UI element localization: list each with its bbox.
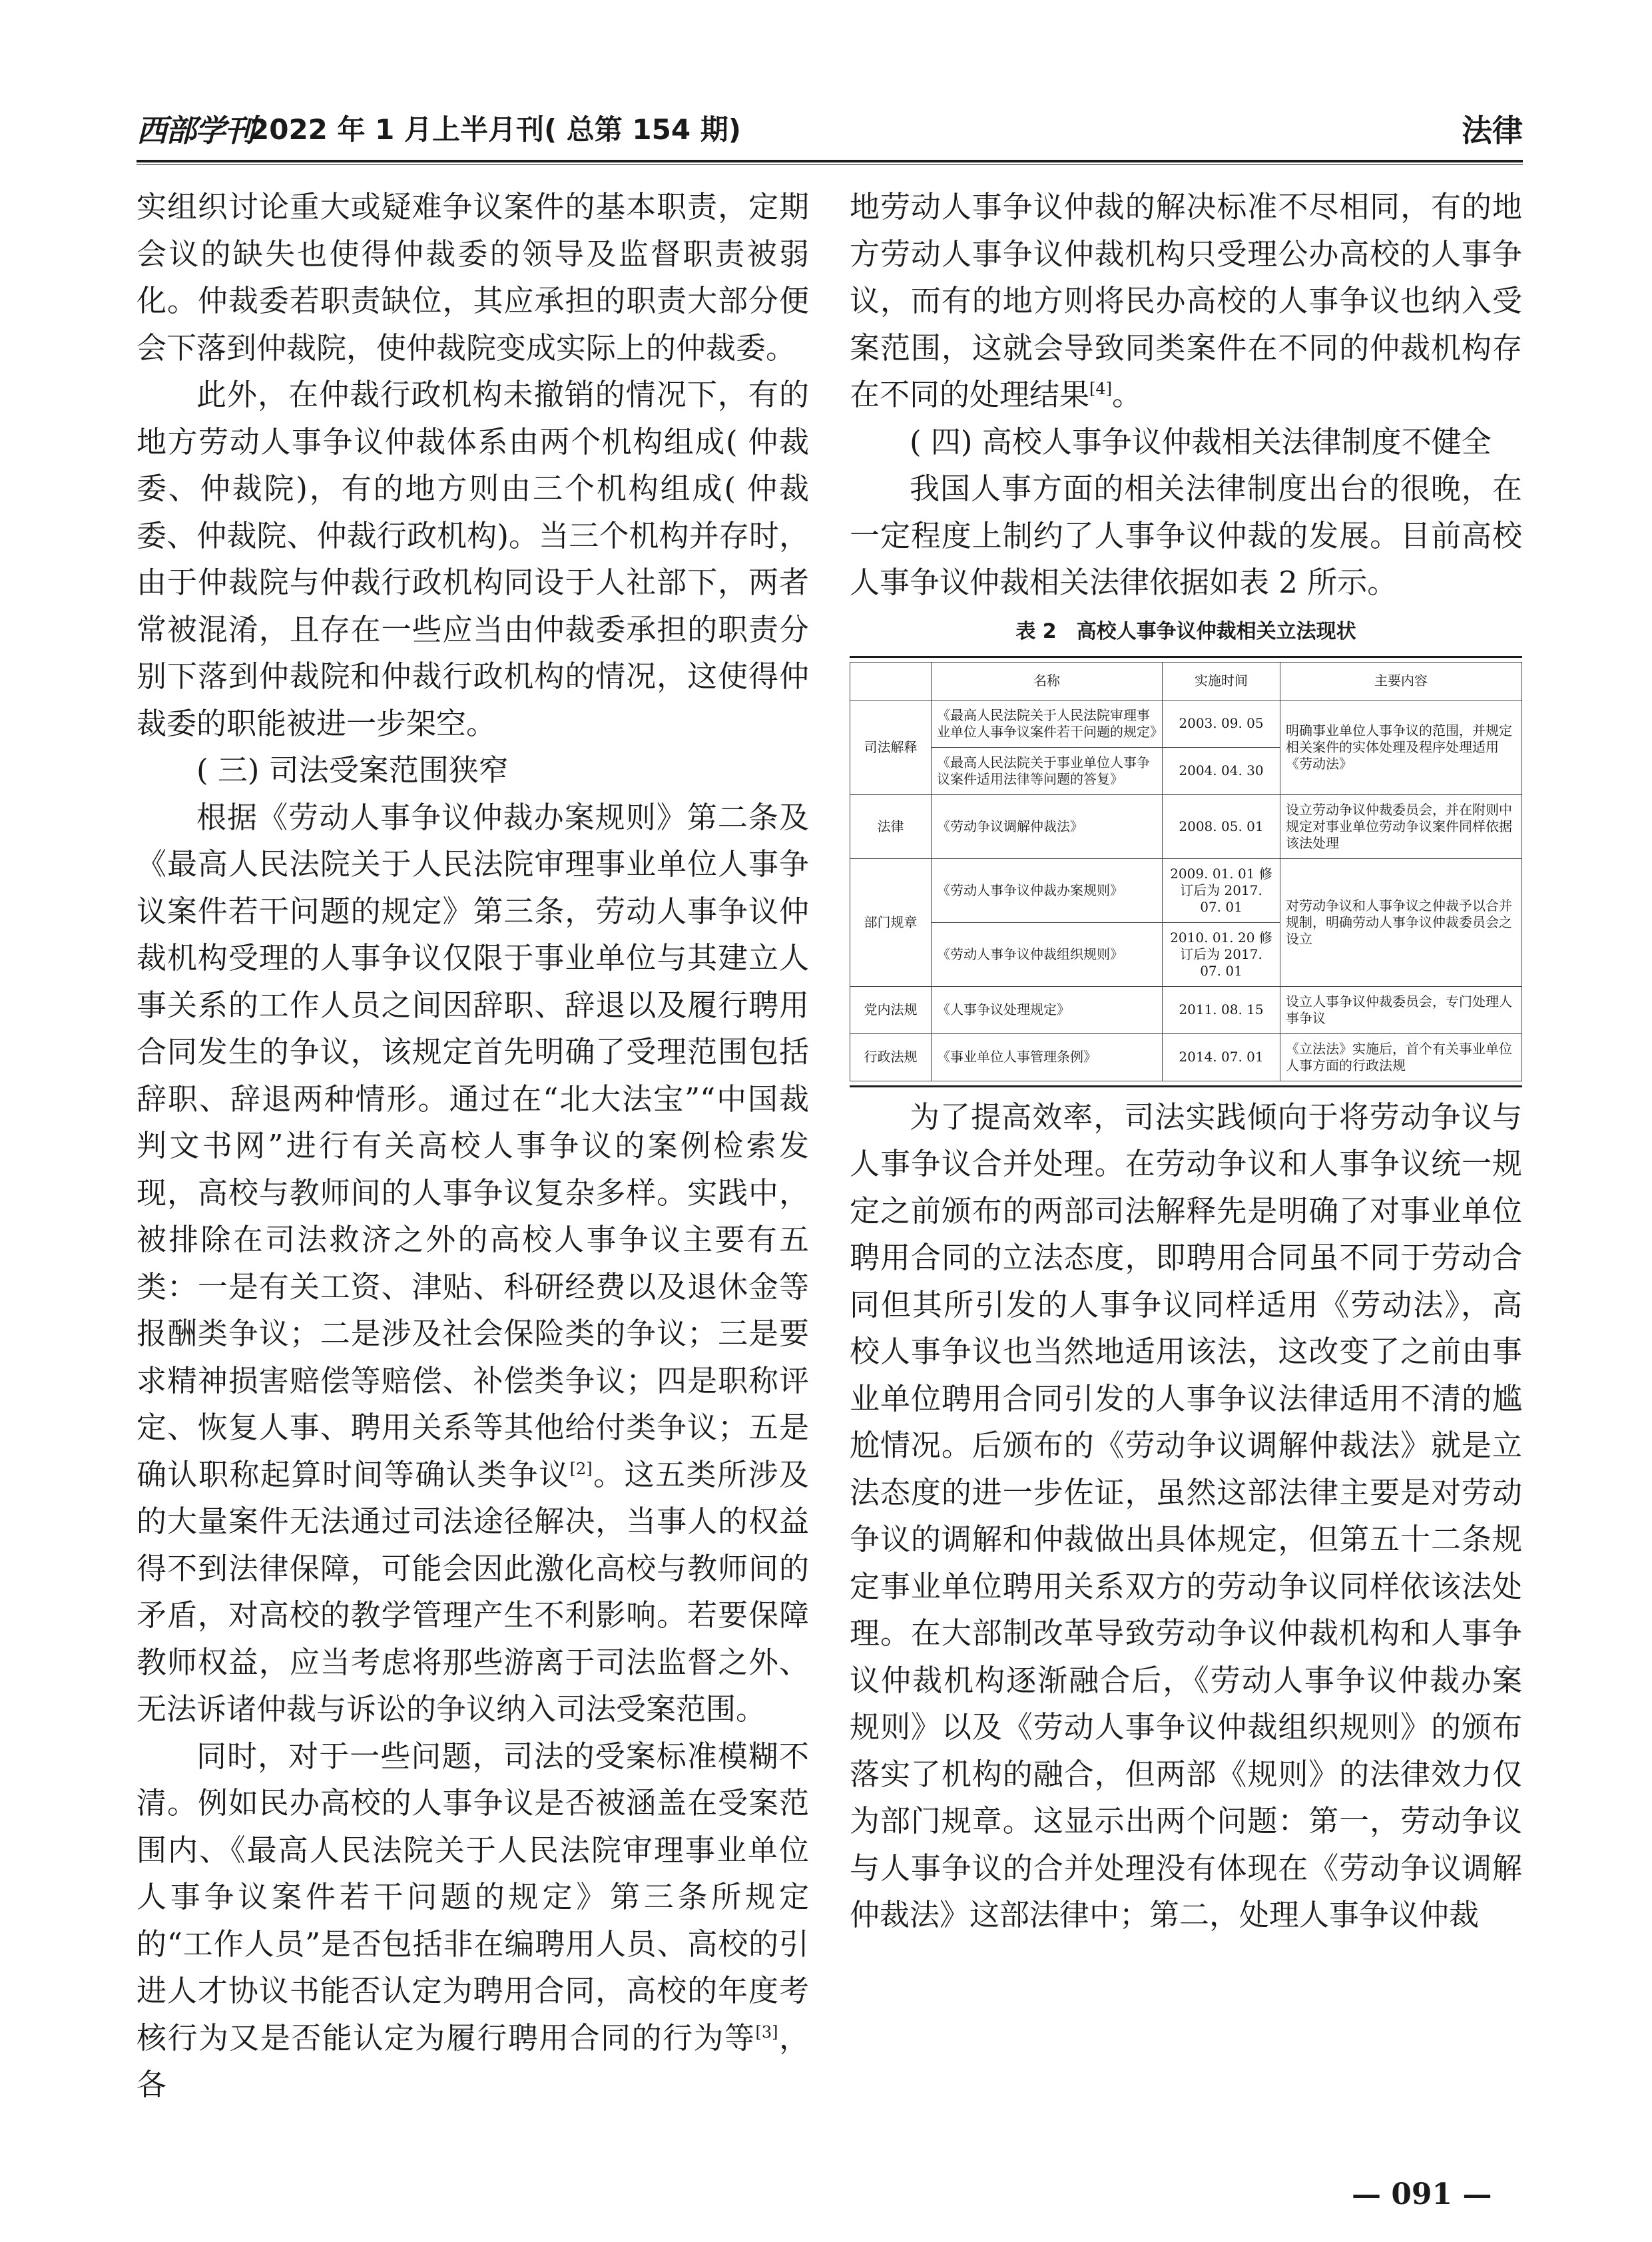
- table-cell-category: 部门规章: [850, 858, 932, 986]
- table-cell-content: 《立法法》实施后，首个有关事业单位人事方面的行政法规: [1280, 1033, 1522, 1081]
- legislation-table: [850, 662, 1522, 1081]
- table-cell-category: 行政法规: [850, 1033, 932, 1081]
- issue-info: 2022 年 1 月上半月刊( 总第 154 期): [250, 113, 741, 146]
- table-cell-name: 《最高人民法院关于人民法院审理事业单位人事争议案件若干问题的规定》: [932, 700, 1163, 747]
- table-cell-name: 《人事争议处理规定》: [932, 986, 1163, 1033]
- table-header-row: [850, 662, 1522, 700]
- page-header: [137, 107, 1523, 153]
- table-cell-content: 对劳动争议和人事争议之仲裁予以合并规制，明确劳动人事争议仲裁委员会之设立: [1280, 858, 1522, 986]
- table-row: [850, 794, 1522, 858]
- table-cell-category: 法律: [850, 794, 932, 858]
- page-number: — 091 —: [1352, 2177, 1492, 2211]
- subheading-3: ( 三) 司法受案范围狭窄: [196, 752, 509, 788]
- table-caption: 表 2 高校人事争议仲裁相关立法现状: [1015, 619, 1356, 643]
- table-cell-name: 《最高人民法院关于事业单位人事争议案件适用法律等问题的答复》: [932, 747, 1163, 794]
- table-row: [850, 1033, 1522, 1081]
- table-cell-date: 2003. 09. 05: [1163, 700, 1280, 747]
- right-paragraph-2: 我国人事方面的相关法律制度出台的很晚，在一定程度上制约了人事争议仲裁的发展。目前高校人事争议仲裁相关法律依据如表 2 所示。: [850, 471, 1522, 600]
- table-cell-content: 明确事业单位人事争议的范围，并规定相关案件的实体处理及程序处理适用《劳动法》: [1280, 700, 1522, 794]
- table-header-date: 实施时间: [1163, 662, 1280, 700]
- table-header-blank: [850, 662, 932, 700]
- table-cell-date: 2014. 07. 01: [1163, 1033, 1280, 1081]
- table-cell-date: 2010. 01. 20 修订后为 2017. 07. 01: [1163, 922, 1280, 986]
- section-title: 法律: [1462, 113, 1523, 148]
- table-row: [850, 700, 1522, 747]
- citation-4: [4]: [1089, 380, 1113, 398]
- table-cell-date: 2008. 05. 01: [1163, 794, 1280, 858]
- header-rule-thin: [137, 164, 1523, 165]
- subheading-4: ( 四) 高校人事争议仲裁相关法律制度不健全: [910, 423, 1492, 459]
- table-row: [850, 858, 1522, 922]
- table-cell-name: 《劳动争议调解仲裁法》: [932, 794, 1163, 858]
- table-header-name: 名称: [932, 662, 1163, 700]
- right-paragraph-3: 为了提高效率，司法实践倾向于将劳动争议与人事争议合并处理。在劳动争议和人事争议统一规定之前颁布的两部司法解释先是明确了对事业单位聘用合同的立法态度，即聘用合同虽不同于劳动合同但其所引发的人事争议同样适用《劳动法》，高校人事争议也当然地适用该法，这改变了之前由事业单位聘用合同引发的人事争议法律适用不清的尴尬情况。后颁布的《劳动争议调解仲裁法》就是立法态度的进一步佐证，虽然这部法律主要是对劳动争议的调解和仲裁做出具体规定，但第五十二条规定事业单位聘用关系双方的劳动争议同样依该法处理。在大部制改革导致劳动争议仲裁机构和人事争议仲裁机构逐渐融合后，《劳动人事争议仲裁办案规则》以及《劳动人事争议仲裁组织规则》的颁布落实了机构的融合，但两部《规则》的法律效力仅为部门规章。这显示出两个问题：第一，劳动争议与人事争议的合并处理没有体现在《劳动争议调解仲裁法》这部法律中；第二，处理人事争议仲裁: [850, 1099, 1522, 1932]
- table-cell-category: 司法解释: [850, 700, 932, 794]
- right-paragraph-1: [850, 184, 1522, 419]
- right-paragraph-1-text-a: 地劳动人事争议仲裁的解决标准不尽相同，有的地方劳动人事争议仲裁机构只受理公办高校的人事争议，而有的地方则将民办高校的人事争议也纳入受案范围，这就会导致同类案件在不同的仲裁机构存在不同的处理结果: [850, 189, 1522, 412]
- table-cell-name: 《劳动人事争议仲裁办案规则》: [932, 858, 1163, 922]
- table-cell-content: 设立劳动争议仲裁委员会，并在附则中规定对事业单位劳动争议案件同样依据该法处理: [1280, 794, 1522, 858]
- table-cell-date: 2011. 08. 15: [1163, 986, 1280, 1033]
- citation-3: [3]: [755, 2022, 778, 2042]
- left-paragraph-3-text-b: 。这五类所涉及的大量案件无法通过司法途径解决，当事人的权益得不到法律保障，可能会因此激化高校与教师间的矛盾，对高校的教学管理产生不利影响。若要保障教师权益，应当考虑将那些游离于司法监督之外、无法诉诸仲裁与诉讼的争议纳入司法受案范围。: [137, 1456, 809, 1727]
- left-paragraph-4-text-a: 同时，对于一些问题，司法的受案标准模糊不清。例如民办高校的人事争议是否被涵盖在受案范围内、《最高人民法院关于人民法院审理事业单位人事争议案件若干问题的规定》第三条所规定的“工作人员”是否包括非在编聘用人员、高校的引进人才协议书能否认定为聘用合同，高校的年度考核行为又是否能认定为履行聘用合同的行为等: [137, 1738, 809, 2056]
- legislation-table-wrapper: [850, 656, 1522, 1087]
- left-paragraph-3: [137, 794, 809, 1733]
- table-header-content: 主要内容: [1280, 662, 1522, 700]
- left-paragraph-4: [137, 1733, 809, 2109]
- table-cell-date: 2009. 01. 01 修订后为 2017. 07. 01: [1163, 858, 1280, 922]
- left-paragraph-2: 此外，在仲裁行政机构未撤销的情况下，有的地方劳动人事争议仲裁体系由两个机构组成( 仲裁委、仲裁院)，有的地方则由三个机构组成( 仲裁委、仲裁院、仲裁行政机构)。当三个机构并存时，由于仲裁院与仲裁行政机构同设于人社部下，两者常被混淆，且存在一些应当由仲裁委承担的职责分别下落到仲裁院和仲裁行政机构的情况，这使得仲裁委的职能被进一步架空。: [137, 377, 809, 741]
- left-paragraph-3-text-a: 根据《劳动人事争议仲裁办案规则》第二条及《最高人民法院关于人民法院审理事业单位人事争议案件若干问题的规定》第三条，劳动人事争议仲裁机构受理的人事争议仅限于事业单位与其建立人事关系的工作人员之间因辞职、辞退以及履行聘用合同发生的争议，该规定首先明确了受理范围包括辞职、辞退两种情形。通过在“北大法宝”“中国裁判文书网”进行有关高校人事争议的案例检索发现，高校与教师间的人事争议复杂多样。实践中，被排除在司法救济之外的高校人事争议主要有五类：一是有关工资、津贴、科研经费以及退休金等报酬类争议；二是涉及社会保险类的争议；三是要求精神损害赔偿等赔偿、补偿类争议；四是职称评定、恢复人事、聘用关系等其他给付类争议；五是确认职称起算时间等确认类争议: [137, 799, 809, 1492]
- left-paragraph-4-text-b: ，各: [137, 2020, 809, 2102]
- table-cell-name: 《事业单位人事管理条例》: [932, 1033, 1163, 1081]
- header-rule: [137, 160, 1523, 162]
- journal-logo: 西部学刊: [137, 113, 254, 148]
- table-cell-content: 设立人事争议仲裁委员会，专门处理人事争议: [1280, 986, 1522, 1033]
- right-column: [850, 184, 1522, 1939]
- table-row: [850, 986, 1522, 1033]
- citation-2: [2]: [569, 1459, 593, 1478]
- right-paragraph-1-text-b: 。: [1112, 377, 1143, 412]
- left-column: [137, 184, 809, 2109]
- table-cell-name: 《劳动人事争议仲裁组织规则》: [932, 922, 1163, 986]
- table-cell-category: 党内法规: [850, 986, 932, 1033]
- left-paragraph-1: 实组织讨论重大或疑难争议案件的基本职责，定期会议的缺失也使得仲裁委的领导及监督职责被弱化。仲裁委若职责缺位，其应承担的职责大部分便会下落到仲裁院，使仲裁院变成实际上的仲裁委。: [137, 189, 809, 366]
- table-cell-date: 2004. 04. 30: [1163, 747, 1280, 794]
